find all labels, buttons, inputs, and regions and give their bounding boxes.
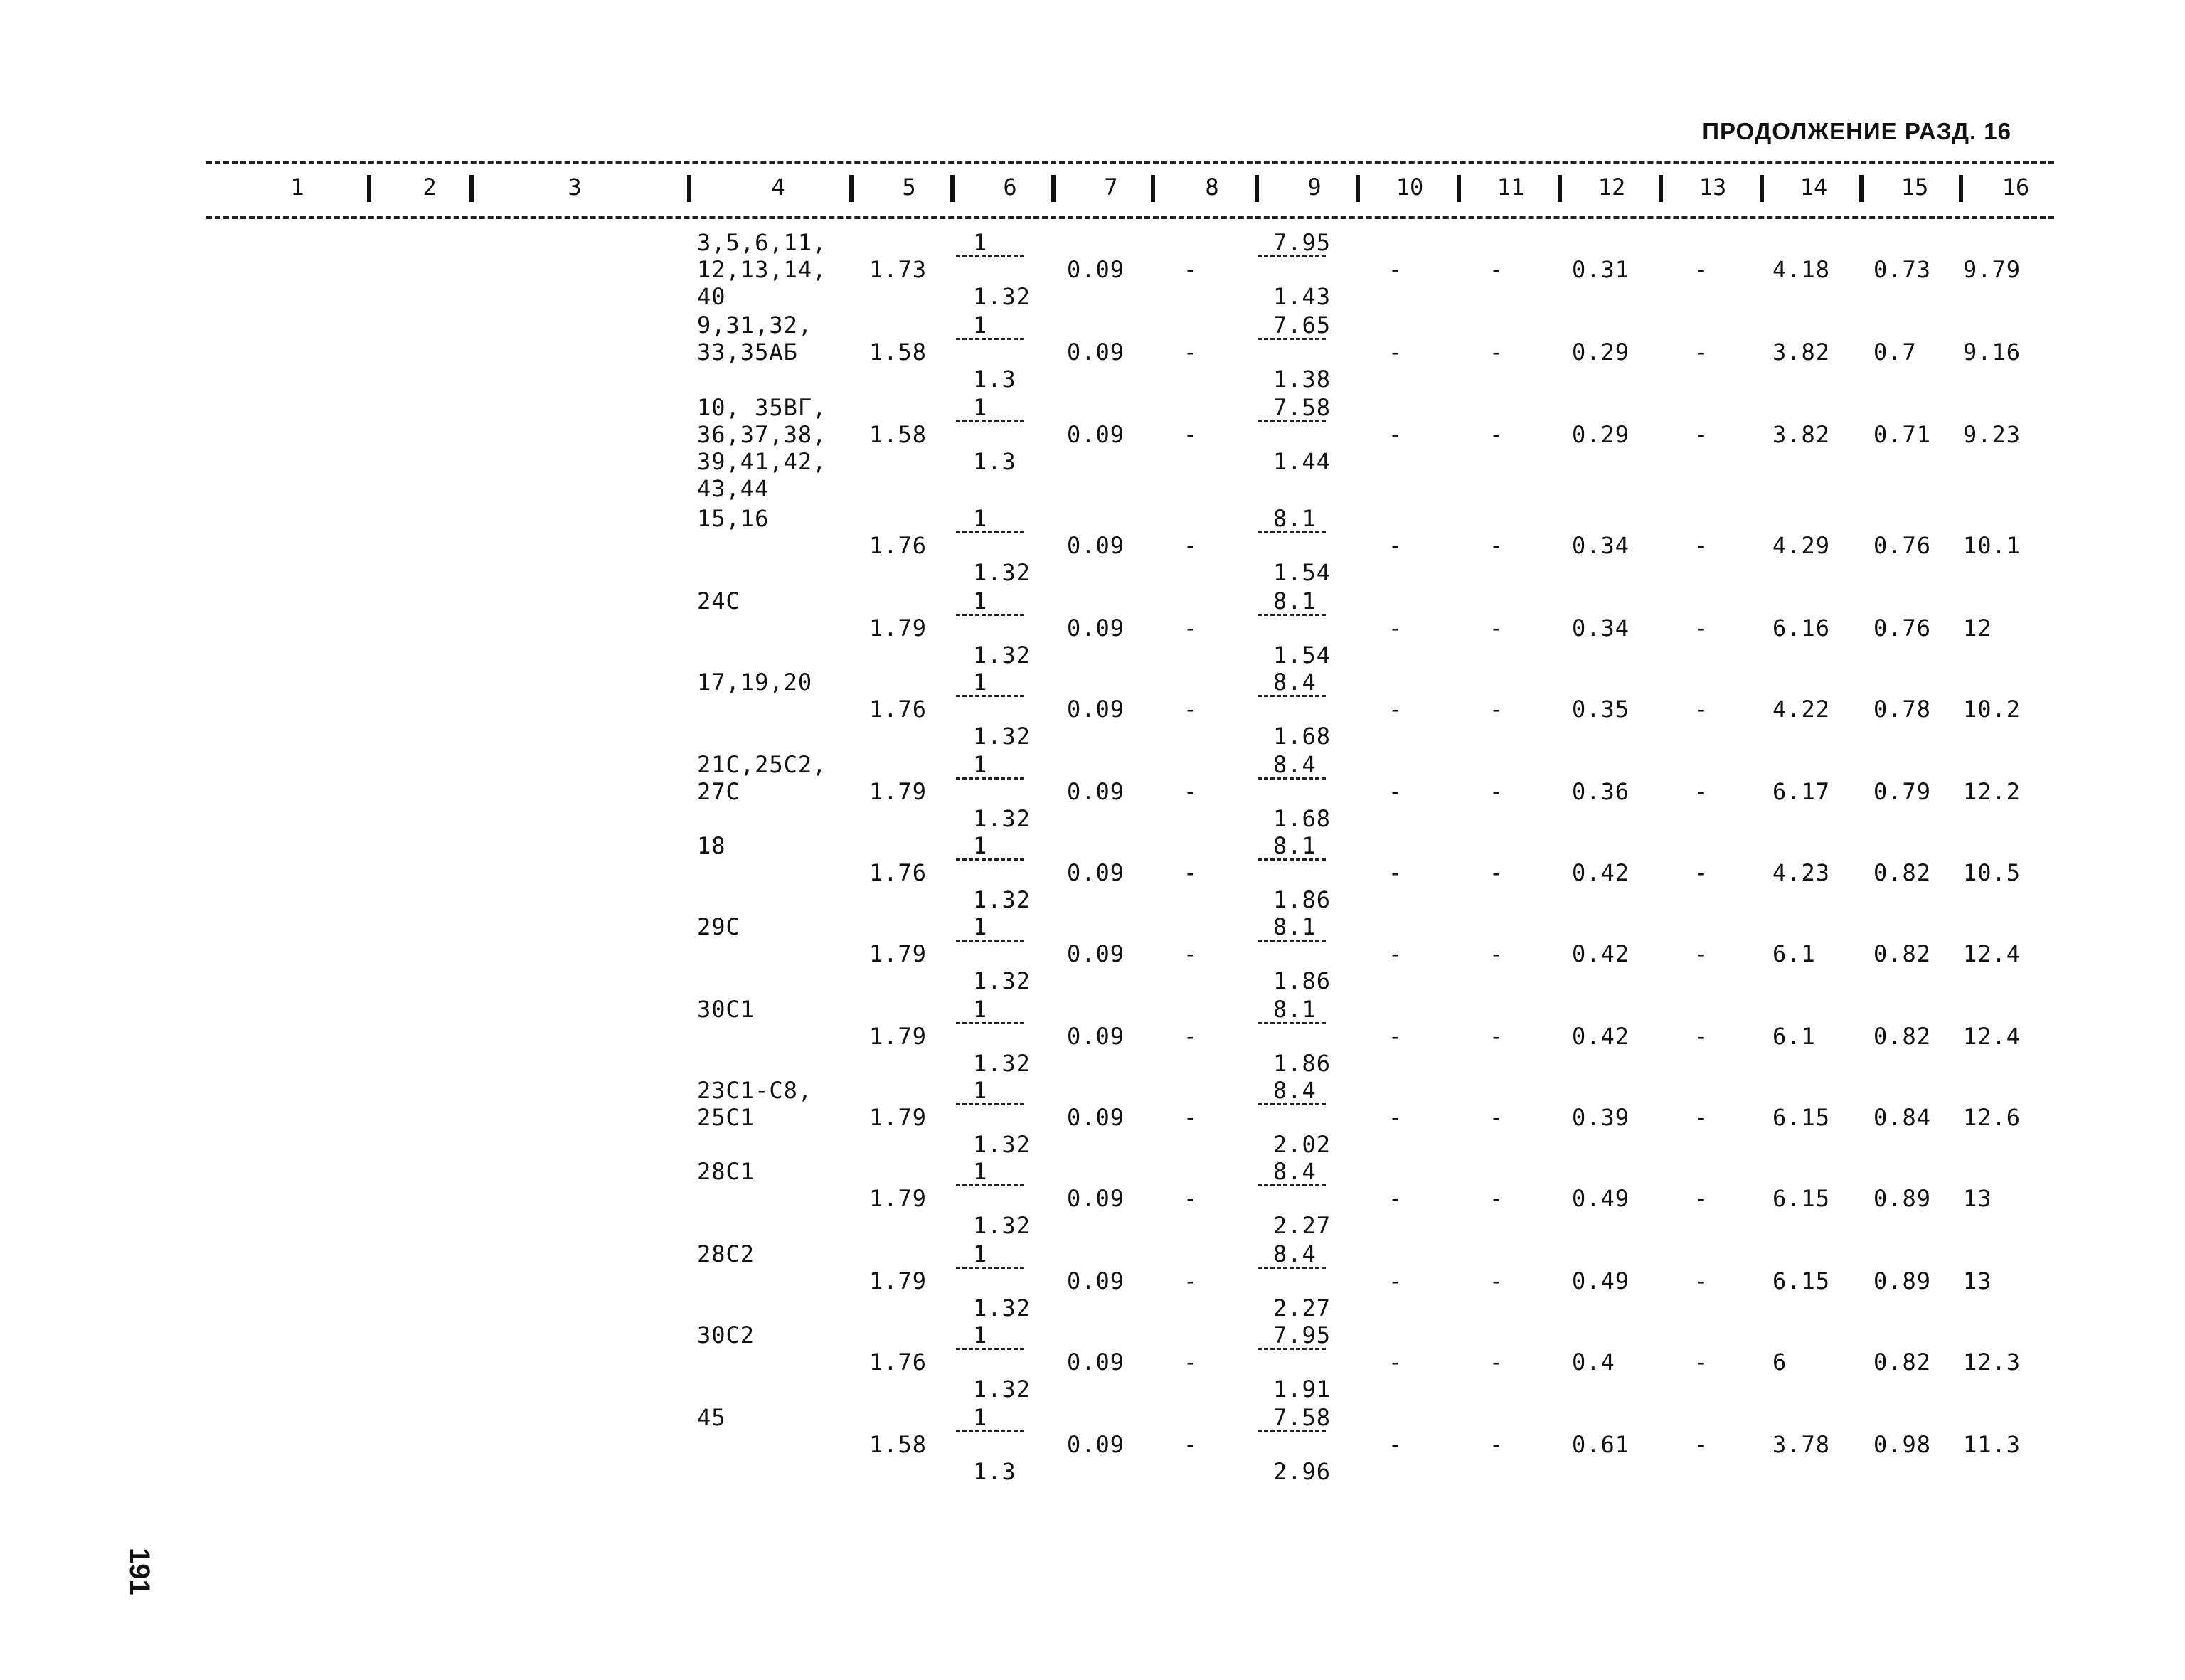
cell-c10: - — [1388, 1267, 1403, 1294]
column-header: 10 — [1395, 174, 1424, 201]
cell-c15: 0.76 — [1873, 532, 1932, 559]
cell-c7: 0.09 — [1067, 256, 1125, 283]
cell-c5: 1.79 — [869, 1185, 927, 1212]
cell-c12: 0.29 — [1572, 421, 1630, 448]
section-numbers: 30С2 — [697, 1322, 755, 1349]
cell-c11: - — [1489, 778, 1504, 805]
page-number: 191 — [124, 1548, 155, 1595]
section-numbers: 24С — [697, 588, 740, 615]
fraction-numerator: 1 — [973, 1077, 988, 1104]
fraction-denominator: 1.54 — [1273, 559, 1331, 586]
cell-c5: 1.79 — [869, 1267, 927, 1294]
cell-c14: 3.78 — [1772, 1431, 1831, 1458]
cell-c13: - — [1694, 615, 1709, 642]
column-header: 15 — [1900, 174, 1929, 201]
cell-c5: 1.76 — [869, 532, 927, 559]
cell-c12: 0.49 — [1572, 1267, 1630, 1294]
section-numbers: 28С2 — [697, 1240, 755, 1267]
column-separator — [1859, 175, 1864, 202]
cell-c10: - — [1388, 1104, 1403, 1131]
fraction-numerator: 1 — [973, 751, 988, 778]
fraction-bar — [1258, 695, 1326, 697]
cell-c8: - — [1184, 1104, 1198, 1131]
cell-c11: - — [1489, 1267, 1504, 1294]
cell-c5: 1.79 — [869, 940, 927, 967]
fraction-bar — [1258, 1348, 1326, 1350]
cell-c8: - — [1184, 1349, 1198, 1376]
fraction-bar — [956, 1430, 1024, 1432]
section-numbers: 21С,25С2, 27С — [697, 751, 827, 805]
cell-c5: 1.58 — [869, 421, 927, 448]
cell-c5: 1.76 — [869, 859, 927, 886]
cell-c15: 0.79 — [1873, 778, 1932, 805]
cell-c11: - — [1489, 1185, 1504, 1212]
fraction-denominator: 1.3 — [973, 1458, 1016, 1485]
cell-c15: 0.82 — [1873, 1349, 1932, 1376]
column-separator — [1051, 175, 1056, 202]
fraction-bar — [1258, 255, 1326, 257]
column-separator — [1457, 175, 1461, 202]
cell-c13: - — [1694, 859, 1709, 886]
cell-c12: 0.4 — [1572, 1349, 1615, 1376]
column-separator — [687, 175, 691, 202]
fraction-denominator: 1.32 — [973, 559, 1031, 586]
column-header: 9 — [1307, 174, 1322, 201]
cell-c16: 11.3 — [1963, 1431, 2021, 1458]
cell-c13: - — [1694, 532, 1709, 559]
fraction-numerator: 8.4 — [1273, 1158, 1317, 1185]
cell-c13: - — [1694, 1431, 1709, 1458]
cell-c16: 13 — [1963, 1185, 1992, 1212]
cell-c8: - — [1184, 532, 1198, 559]
section-numbers: 18 — [697, 832, 726, 859]
section-numbers: 30С1 — [697, 996, 755, 1023]
column-header: 13 — [1698, 174, 1727, 201]
cell-c15: 0.73 — [1873, 256, 1932, 283]
fraction-bar — [1258, 614, 1326, 616]
fraction-denominator: 1.44 — [1273, 448, 1331, 475]
fraction-bar — [956, 777, 1024, 780]
cell-c14: 4.22 — [1772, 696, 1831, 723]
cell-c15: 0.82 — [1873, 859, 1932, 886]
column-header: 14 — [1799, 174, 1828, 201]
cell-c5: 1.76 — [869, 1349, 927, 1376]
cell-c11: - — [1489, 940, 1504, 967]
column-separator — [849, 175, 854, 202]
fraction-denominator: 2.27 — [1273, 1294, 1331, 1322]
fraction-numerator: 8.1 — [1273, 832, 1317, 859]
cell-c15: 0.89 — [1873, 1267, 1932, 1294]
cell-c7: 0.09 — [1067, 1104, 1125, 1131]
cell-c8: - — [1184, 696, 1198, 723]
cell-c14: 6.16 — [1772, 615, 1831, 642]
cell-c5: 1.76 — [869, 696, 927, 723]
fraction-bar — [956, 420, 1024, 422]
page-heading: ПРОДОЛЖЕНИЕ РАЗД. 16 — [1702, 118, 2011, 144]
cell-c8: - — [1184, 859, 1198, 886]
fraction-numerator: 8.1 — [1273, 588, 1317, 615]
fraction-denominator: 1.3 — [973, 366, 1016, 393]
cell-c10: - — [1388, 1431, 1403, 1458]
cell-c13: - — [1694, 339, 1709, 366]
cell-c11: - — [1489, 421, 1504, 448]
cell-c7: 0.09 — [1067, 421, 1125, 448]
cell-c10: - — [1388, 1349, 1403, 1376]
cell-c5: 1.73 — [869, 256, 927, 283]
cell-c13: - — [1694, 1185, 1709, 1212]
cell-c15: 0.84 — [1873, 1104, 1932, 1131]
cell-c12: 0.34 — [1572, 615, 1630, 642]
column-header: 12 — [1597, 174, 1626, 201]
cell-c16: 9.23 — [1963, 421, 2021, 448]
cell-c16: 10.5 — [1963, 859, 2021, 886]
cell-c16: 12.4 — [1963, 940, 2021, 967]
cell-c15: 0.89 — [1873, 1185, 1932, 1212]
cell-c16: 12.2 — [1963, 778, 2021, 805]
cell-c14: 6.15 — [1772, 1104, 1831, 1131]
fraction-denominator: 1.32 — [973, 723, 1031, 750]
cell-c5: 1.79 — [869, 1104, 927, 1131]
cell-c7: 0.09 — [1067, 696, 1125, 723]
cell-c7: 0.09 — [1067, 778, 1125, 805]
cell-c8: - — [1184, 1267, 1198, 1294]
cell-c12: 0.29 — [1572, 339, 1630, 366]
fraction-bar — [1258, 940, 1326, 942]
fraction-denominator: 1.68 — [1273, 723, 1331, 750]
header-rule-top — [206, 161, 2054, 164]
cell-c7: 0.09 — [1067, 1267, 1125, 1294]
cell-c7: 0.09 — [1067, 1185, 1125, 1212]
section-numbers: 9,31,32, 33,35АБ — [697, 312, 813, 366]
fraction-bar — [956, 1022, 1024, 1024]
cell-c12: 0.61 — [1572, 1431, 1630, 1458]
cell-c10: - — [1388, 1185, 1403, 1212]
cell-c7: 0.09 — [1067, 615, 1125, 642]
fraction-numerator: 1 — [973, 1322, 988, 1349]
cell-c11: - — [1489, 696, 1504, 723]
cell-c8: - — [1184, 339, 1198, 366]
fraction-numerator: 1 — [973, 1158, 988, 1185]
cell-c11: - — [1489, 1431, 1504, 1458]
cell-c8: - — [1184, 256, 1198, 283]
fraction-denominator: 1.91 — [1273, 1376, 1331, 1403]
cell-c7: 0.09 — [1067, 1431, 1125, 1458]
fraction-denominator: 1.32 — [973, 1294, 1031, 1322]
cell-c14: 4.29 — [1772, 532, 1831, 559]
cell-c10: - — [1388, 859, 1403, 886]
cell-c13: - — [1694, 1023, 1709, 1050]
cell-c12: 0.42 — [1572, 1023, 1630, 1050]
fraction-bar — [956, 1103, 1024, 1105]
fraction-numerator: 7.95 — [1273, 229, 1331, 256]
fraction-bar — [956, 1267, 1024, 1269]
cell-c11: - — [1489, 256, 1504, 283]
fraction-numerator: 1 — [973, 229, 988, 256]
fraction-bar — [956, 338, 1024, 340]
fraction-numerator: 7.95 — [1273, 1322, 1331, 1349]
cell-c16: 10.2 — [1963, 696, 2021, 723]
cell-c12: 0.31 — [1572, 256, 1630, 283]
cell-c16: 12 — [1963, 615, 1992, 642]
table-header — [0, 174, 2185, 206]
cell-c15: 0.98 — [1873, 1431, 1932, 1458]
cell-c5: 1.58 — [869, 1431, 927, 1458]
fraction-denominator: 1.32 — [973, 1212, 1031, 1239]
cell-c13: - — [1694, 1267, 1709, 1294]
cell-c7: 0.09 — [1067, 859, 1125, 886]
column-separator — [950, 175, 955, 202]
column-separator — [1255, 175, 1259, 202]
cell-c5: 1.79 — [869, 1023, 927, 1050]
column-separator — [1558, 175, 1562, 202]
cell-c15: 0.82 — [1873, 1023, 1932, 1050]
fraction-numerator: 8.4 — [1273, 1077, 1317, 1104]
column-header: 5 — [902, 174, 916, 201]
fraction-numerator: 1 — [973, 832, 988, 859]
fraction-numerator: 8.1 — [1273, 505, 1317, 532]
cell-c11: - — [1489, 1104, 1504, 1131]
fraction-numerator: 8.4 — [1273, 669, 1317, 696]
fraction-bar — [1258, 1267, 1326, 1269]
cell-c16: 10.1 — [1963, 532, 2021, 559]
fraction-bar — [956, 531, 1024, 533]
cell-c16: 9.16 — [1963, 339, 2021, 366]
fraction-numerator: 7.65 — [1273, 312, 1331, 339]
fraction-numerator: 1 — [973, 1240, 988, 1267]
fraction-numerator: 8.1 — [1273, 996, 1317, 1023]
cell-c12: 0.42 — [1572, 859, 1630, 886]
fraction-bar — [1258, 1022, 1326, 1024]
cell-c14: 6.1 — [1772, 940, 1816, 967]
cell-c14: 4.23 — [1772, 859, 1831, 886]
cell-c10: - — [1388, 615, 1403, 642]
cell-c16: 13 — [1963, 1267, 1992, 1294]
cell-c12: 0.35 — [1572, 696, 1630, 723]
cell-c7: 0.09 — [1067, 339, 1125, 366]
fraction-numerator: 1 — [973, 505, 988, 532]
cell-c12: 0.39 — [1572, 1104, 1630, 1131]
cell-c13: - — [1694, 256, 1709, 283]
cell-c13: - — [1694, 421, 1709, 448]
column-header: 2 — [422, 174, 437, 201]
cell-c14: 6.15 — [1772, 1267, 1831, 1294]
cell-c13: - — [1694, 778, 1709, 805]
cell-c7: 0.09 — [1067, 1023, 1125, 1050]
cell-c11: - — [1489, 859, 1504, 886]
fraction-bar — [1258, 1103, 1326, 1105]
cell-c8: - — [1184, 615, 1198, 642]
column-header: 1 — [290, 174, 304, 201]
cell-c16: 12.3 — [1963, 1349, 2021, 1376]
cell-c15: 0.71 — [1873, 421, 1932, 448]
cell-c7: 0.09 — [1067, 940, 1125, 967]
fraction-numerator: 8.4 — [1273, 1240, 1317, 1267]
fraction-denominator: 1.86 — [1273, 886, 1331, 913]
fraction-bar — [1258, 338, 1326, 340]
cell-c12: 0.34 — [1572, 532, 1630, 559]
fraction-denominator: 2.27 — [1273, 1212, 1331, 1239]
fraction-bar — [1258, 531, 1326, 533]
column-header: 8 — [1205, 174, 1219, 201]
cell-c14: 6.17 — [1772, 778, 1831, 805]
cell-c14: 4.18 — [1772, 256, 1831, 283]
fraction-denominator: 1.32 — [973, 967, 1031, 994]
column-header: 7 — [1104, 174, 1118, 201]
column-separator — [367, 175, 371, 202]
fraction-denominator: 2.02 — [1273, 1131, 1331, 1158]
fraction-denominator: 1.3 — [973, 448, 1016, 475]
fraction-denominator: 1.54 — [1273, 642, 1331, 669]
cell-c7: 0.09 — [1067, 532, 1125, 559]
cell-c10: - — [1388, 1023, 1403, 1050]
cell-c12: 0.42 — [1572, 940, 1630, 967]
fraction-bar — [1258, 1184, 1326, 1186]
fraction-bar — [1258, 777, 1326, 780]
cell-c13: - — [1694, 1104, 1709, 1131]
cell-c14: 3.82 — [1772, 421, 1831, 448]
cell-c8: - — [1184, 1431, 1198, 1458]
cell-c10: - — [1388, 778, 1403, 805]
section-numbers: 45 — [697, 1404, 726, 1431]
fraction-numerator: 7.58 — [1273, 1404, 1331, 1431]
cell-c8: - — [1184, 421, 1198, 448]
cell-c14: 6 — [1772, 1349, 1787, 1376]
section-numbers: 17,19,20 — [697, 669, 813, 696]
fraction-bar — [1258, 1430, 1326, 1432]
fraction-bar — [1258, 858, 1326, 861]
column-separator — [1151, 175, 1155, 202]
cell-c11: - — [1489, 615, 1504, 642]
fraction-denominator: 1.32 — [973, 886, 1031, 913]
fraction-bar — [956, 1348, 1024, 1350]
section-numbers: 29С — [697, 913, 740, 940]
fraction-denominator: 1.68 — [1273, 805, 1331, 832]
section-numbers: 10, 35ВГ, 36,37,38, 39,41,42, 43,44 — [697, 394, 827, 502]
column-header: 11 — [1496, 174, 1525, 201]
cell-c14: 6.1 — [1772, 1023, 1816, 1050]
fraction-denominator: 1.32 — [973, 283, 1031, 310]
fraction-numerator: 1 — [973, 1404, 988, 1431]
cell-c8: - — [1184, 1185, 1198, 1212]
cell-c11: - — [1489, 532, 1504, 559]
fraction-numerator: 1 — [973, 394, 988, 421]
cell-c10: - — [1388, 696, 1403, 723]
fraction-denominator: 1.86 — [1273, 967, 1331, 994]
fraction-numerator: 1 — [973, 588, 988, 615]
cell-c5: 1.79 — [869, 778, 927, 805]
cell-c5: 1.79 — [869, 615, 927, 642]
column-separator — [1959, 175, 1963, 202]
cell-c15: 0.7 — [1873, 339, 1917, 366]
cell-c13: - — [1694, 696, 1709, 723]
section-numbers: 23С1-С8, 25С1 — [697, 1077, 813, 1131]
fraction-numerator: 1 — [973, 996, 988, 1023]
cell-c8: - — [1184, 940, 1198, 967]
cell-c13: - — [1694, 1349, 1709, 1376]
cell-c14: 6.15 — [1772, 1185, 1831, 1212]
cell-c16: 12.4 — [1963, 1023, 2021, 1050]
fraction-numerator: 1 — [973, 312, 988, 339]
cell-c7: 0.09 — [1067, 1349, 1125, 1376]
fraction-denominator: 1.43 — [1273, 283, 1331, 310]
column-separator — [469, 175, 474, 202]
cell-c12: 0.49 — [1572, 1185, 1630, 1212]
column-header: 16 — [2001, 174, 2030, 201]
cell-c14: 3.82 — [1772, 339, 1831, 366]
fraction-denominator: 1.32 — [973, 1376, 1031, 1403]
column-separator — [1760, 175, 1764, 202]
column-separator — [1356, 175, 1360, 202]
cell-c11: - — [1489, 339, 1504, 366]
section-numbers: 3,5,6,11, 12,13,14, 40 — [697, 229, 827, 310]
cell-c8: - — [1184, 1023, 1198, 1050]
column-separator — [1659, 175, 1663, 202]
cell-c15: 0.78 — [1873, 696, 1932, 723]
fraction-numerator: 8.4 — [1273, 751, 1317, 778]
cell-c8: - — [1184, 778, 1198, 805]
fraction-bar — [956, 1184, 1024, 1186]
header-rule-bottom — [206, 216, 2054, 219]
cell-c13: - — [1694, 940, 1709, 967]
cell-c16: 12.6 — [1963, 1104, 2021, 1131]
cell-c15: 0.76 — [1873, 615, 1932, 642]
fraction-denominator: 1.38 — [1273, 366, 1331, 393]
cell-c10: - — [1388, 339, 1403, 366]
fraction-bar — [956, 255, 1024, 257]
column-header: 3 — [568, 174, 582, 201]
fraction-denominator: 1.32 — [973, 1131, 1031, 1158]
cell-c11: - — [1489, 1349, 1504, 1376]
fraction-denominator: 1.32 — [973, 1050, 1031, 1077]
fraction-numerator: 8.1 — [1273, 913, 1317, 940]
fraction-numerator: 7.58 — [1273, 394, 1331, 421]
fraction-denominator: 1.86 — [1273, 1050, 1331, 1077]
fraction-bar — [956, 695, 1024, 697]
fraction-numerator: 1 — [973, 913, 988, 940]
cell-c15: 0.82 — [1873, 940, 1932, 967]
column-header: 4 — [771, 174, 785, 201]
cell-c12: 0.36 — [1572, 778, 1630, 805]
fraction-bar — [956, 940, 1024, 942]
fraction-denominator: 1.32 — [973, 805, 1031, 832]
fraction-numerator: 1 — [973, 669, 988, 696]
cell-c16: 9.79 — [1963, 256, 2021, 283]
cell-c11: - — [1489, 1023, 1504, 1050]
section-numbers: 15,16 — [697, 505, 770, 532]
fraction-bar — [956, 858, 1024, 861]
cell-c10: - — [1388, 421, 1403, 448]
cell-c10: - — [1388, 940, 1403, 967]
fraction-bar — [1258, 420, 1326, 422]
cell-c10: - — [1388, 256, 1403, 283]
fraction-bar — [956, 614, 1024, 616]
fraction-denominator: 2.96 — [1273, 1458, 1331, 1485]
cell-c5: 1.58 — [869, 339, 927, 366]
cell-c10: - — [1388, 532, 1403, 559]
column-header: 6 — [1003, 174, 1017, 201]
fraction-denominator: 1.32 — [973, 642, 1031, 669]
section-numbers: 28С1 — [697, 1158, 755, 1185]
